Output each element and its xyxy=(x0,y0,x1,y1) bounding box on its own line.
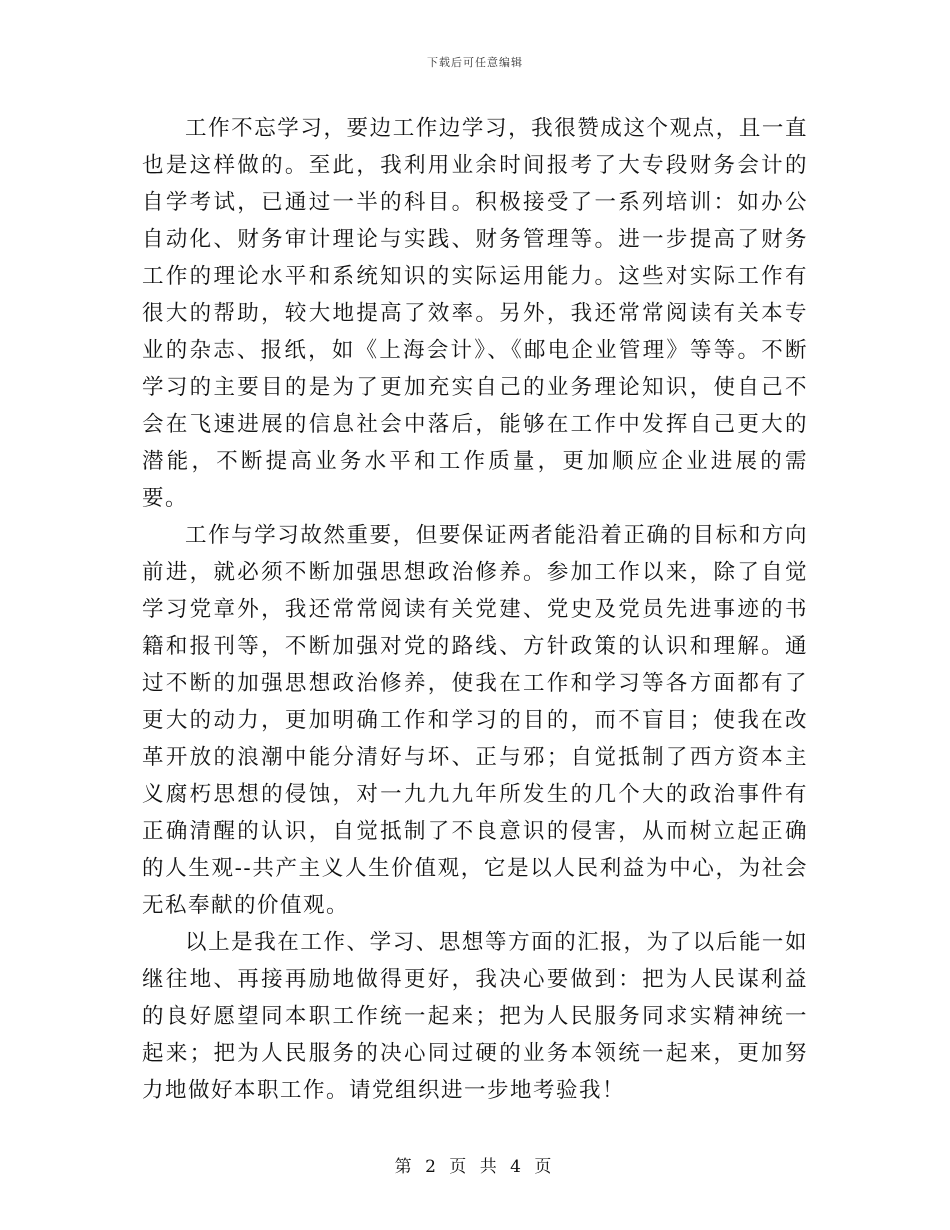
body-paragraph-3: 以上是我在工作、学习、思想等方面的汇报，为了以后能一如继往地、再接再励地做得更好，我决心要做到：把为人民谋利益的良好愿望同本职工作统一起来；把为人民服务同求实精神统一起来；把为人民服务的决心同过硬的业务本领统一起来，更加努力地做好本职工作。请党组织进一步地考验我！ xyxy=(142,930,808,1103)
body-paragraph-1: 工作不忘学习，要边工作边学习，我很赞成这个观点，且一直也是这样做的。至此，我利用业余时间报考了大专段财务会计的自学考试，已通过一半的科目。积极接受了一系列培训：如办公自动化、财务审计理论与实践、财务管理等。进一步提高了财务工作的理论水平和系统知识的实际运用能力。这些对实际工作有很大的帮助，较大地提高了效率。另外，我还常常阅读有关本专业的杂志、报纸，如《上海会计》、《邮电企业管理》等等。不断学习的主要目的是为了更加充实自己的业务理论知识，使自己不会在飞速进展的信息社会中落后，能够在工作中发挥自己更大的潜能，不断提高业务水平和工作质量，更加顺应企业进展的需要。 xyxy=(142,116,808,511)
body-paragraph-2: 工作与学习故然重要，但要保证两者能沿着正确的目标和方向前进，就必须不断加强思想政治修养。参加工作以来，除了自觉学习党章外，我还常常阅读有关党建、党史及党员先进事迹的书籍和报刊等，不断加强对党的路线、方针政策的认识和理解。通过不断的加强思想政治修养，使我在工作和学习等各方面都有了更大的动力，更加明确工作和学习的目的，而不盲目；使我在改革开放的浪潮中能分清好与坏、正与邪；自觉抵制了西方资本主义腐朽思想的侵蚀，对一九九九年所发生的几个大的政治事件有正确清醒的认识，自觉抵制了不良意识的侵害，从而树立起正确的人生观--共产主义人生价值观，它是以人民利益为中心，为社会无私奉献的价值观。 xyxy=(142,523,808,918)
document-body xyxy=(142,110,808,1109)
page-number: 第 2 页 共 4 页 xyxy=(394,1157,556,1177)
page-header: 下载后可任意编辑 xyxy=(427,56,523,69)
